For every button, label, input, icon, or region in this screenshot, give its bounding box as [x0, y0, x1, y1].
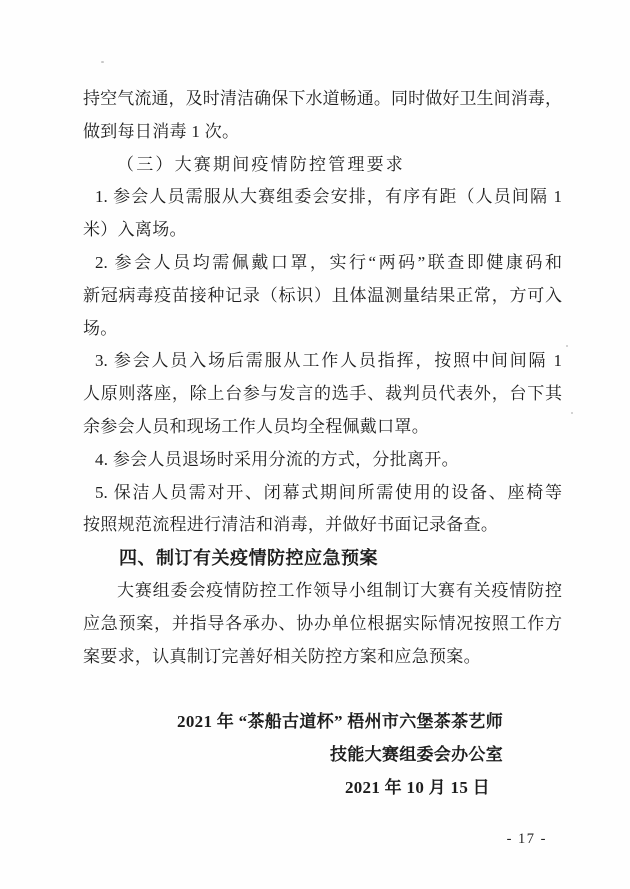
- scan-speck: [101, 61, 104, 63]
- doc-line: 按照规范流程进行清洁和消毒，并做好书面记录备查。: [83, 515, 499, 535]
- doc-line: 大赛组委会疫情防控工作领导小组制订大赛有关疫情防控: [117, 580, 562, 600]
- doc-line: 余参会人员和现场工作人员均全程佩戴口罩。: [83, 416, 429, 436]
- doc-line: 持空气流通，及时清洁确保下水道畅通。同时做好卫生间消毒，: [83, 89, 562, 108]
- doc-line: 米）入离场。: [83, 220, 187, 240]
- doc-line: 人原则落座，除上台参与发言的选手、裁判员代表外，台下其: [83, 384, 562, 404]
- scan-speck: [566, 345, 568, 347]
- doc-line-item-4: 4. 参会人员退场时采用分流的方式，分批离开。: [95, 449, 459, 469]
- doc-line: 场。: [83, 318, 118, 338]
- doc-line: 案要求，认真制订完善好相关防控方案和应急预案。: [83, 646, 481, 666]
- doc-line: 做到每日消毒 1 次。: [83, 121, 240, 141]
- signature-org-line-2: 技能大赛组委会办公室: [330, 744, 503, 764]
- doc-line: 新冠病毒疫苗接种记录（标识）且体温测量结果正常，方可入: [83, 285, 562, 305]
- section-heading-4: 四、制订有关疫情防控应急预案: [119, 548, 378, 569]
- scan-speck: [571, 412, 573, 414]
- section-heading-3: （三）大赛期间疫情防控管理要求: [117, 154, 405, 174]
- blank-line: [83, 673, 562, 706]
- signature-org-line-1: 2021 年 “茶船古道杯” 梧州市六堡茶茶艺师: [177, 712, 503, 732]
- signature-date: 2021 年 10 月 15 日: [344, 777, 490, 797]
- doc-line-item-2: 2. 参会人员均需佩戴口罩，实行“两码”联查即健康码和: [95, 252, 562, 272]
- doc-line-item-1: 1. 参会人员需服从大赛组委会安排，有序有距（人员间隔 1: [95, 187, 562, 207]
- doc-line-item-3: 3. 参会人员入场后需服从工作人员指挥，按照中间间隔 1: [95, 351, 562, 371]
- doc-line: 应急预案，并指导各承办、协办单位根据实际情况按照工作方: [83, 613, 562, 633]
- doc-line-item-5: 5. 保洁人员需对开、闭幕式期间所需使用的设备、座椅等: [95, 482, 562, 502]
- page-number: - 17 -: [506, 831, 547, 847]
- doc-body: [83, 83, 562, 805]
